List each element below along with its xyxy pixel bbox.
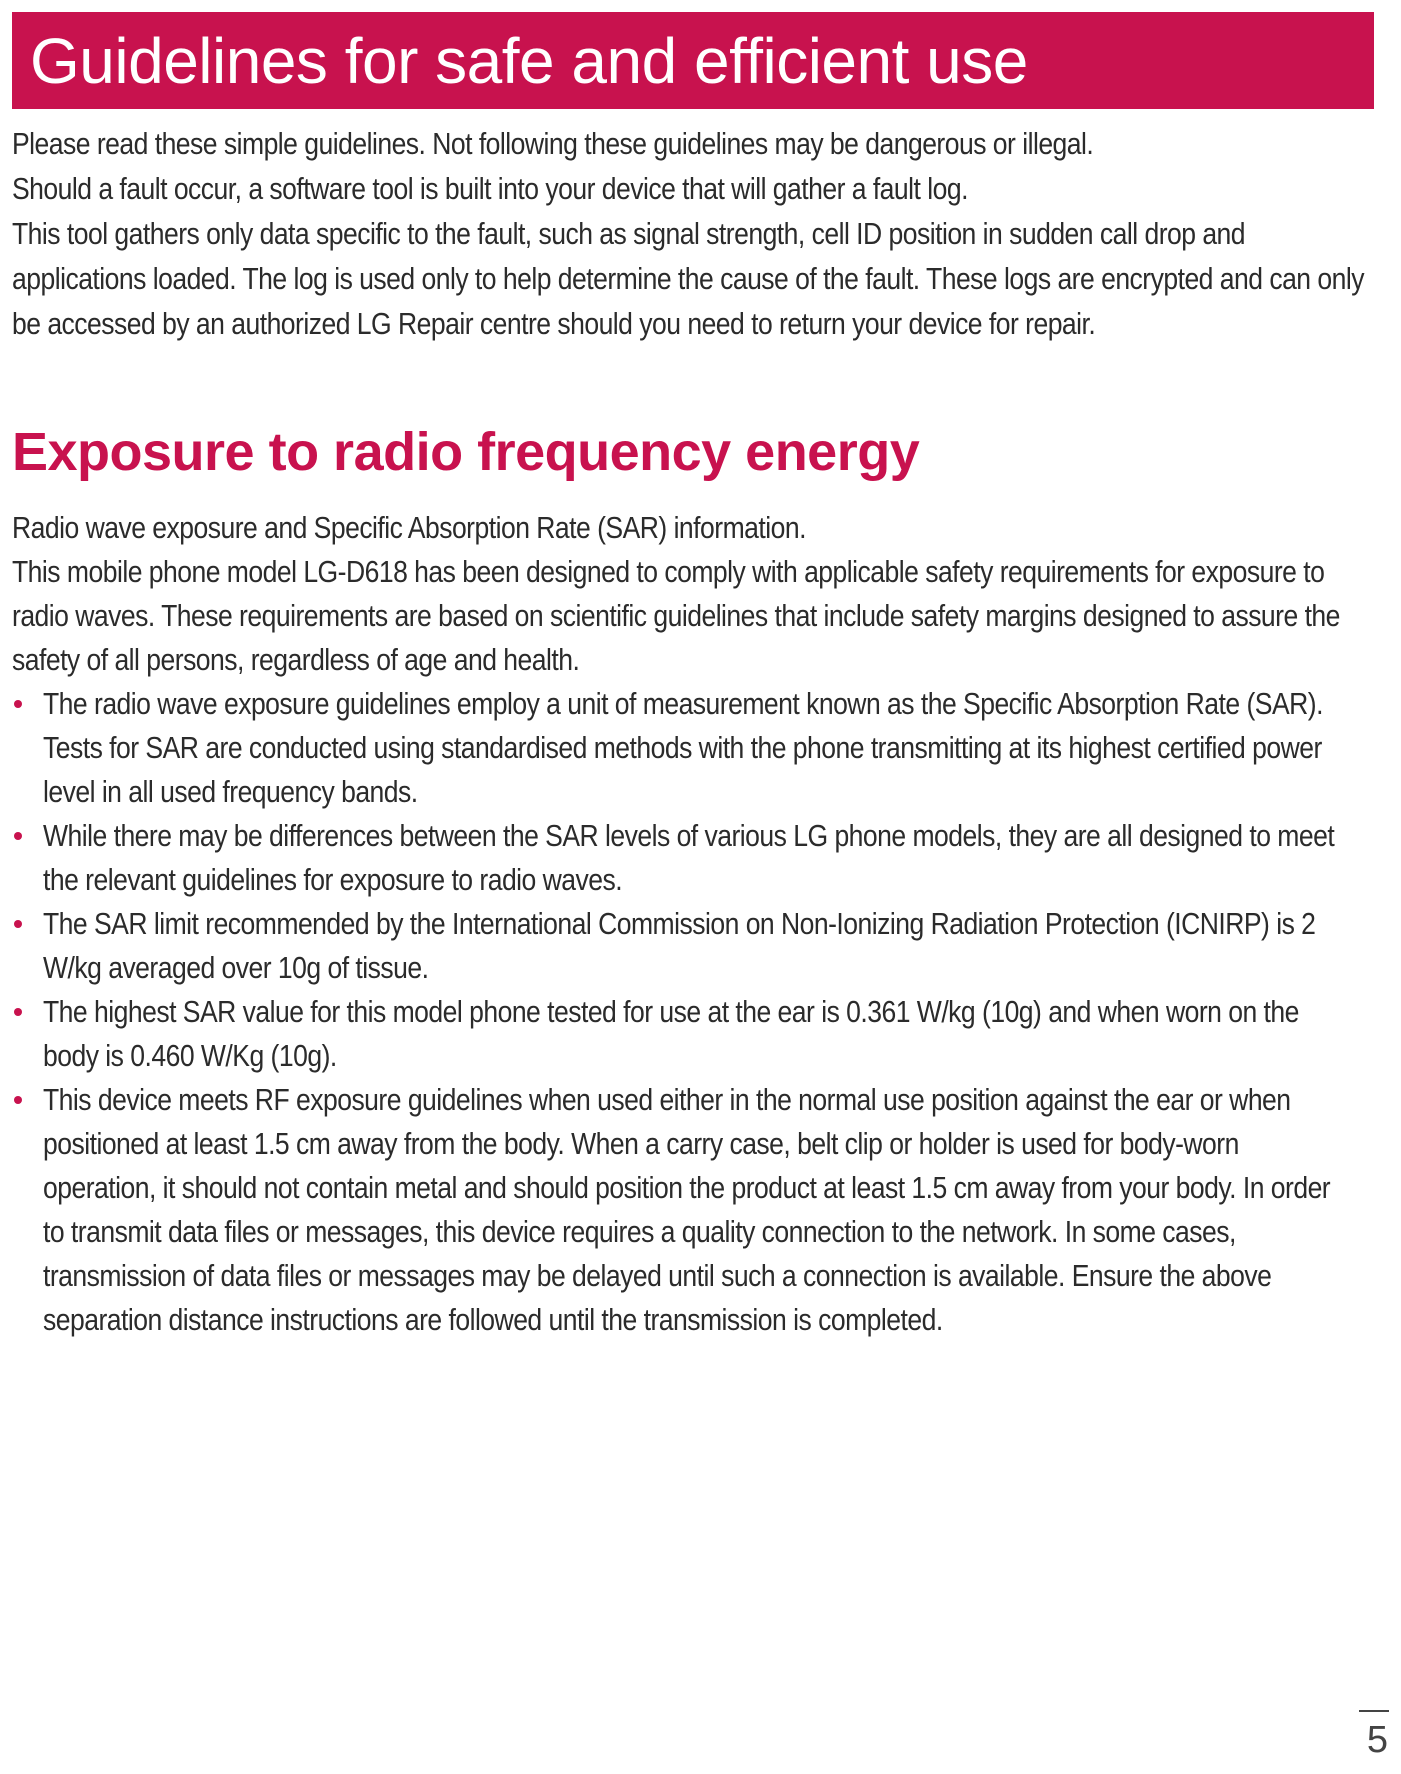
section-heading: Exposure to radio frequency energy [12, 422, 920, 482]
page-title: Guidelines for safe and efficient use [30, 24, 1028, 97]
intro-section [12, 122, 1372, 347]
bullet-text: The highest SAR value for this model phone tested for use at the ear is 0.361 W/kg (10g) and when worn on the body is 0.460 W/Kg (10g). [43, 995, 1299, 1073]
list-item [12, 990, 1372, 1078]
page-number: 5 [1366, 1719, 1388, 1761]
rf-paragraph: Radio wave exposure and Specific Absorption Rate (SAR) information. [12, 511, 806, 545]
bullet-text: This device meets RF exposure guidelines when used either in the normal use position against the ear or when positioned at least 1.5 cm away from the body. When a carry case, belt clip or holder is used for body-worn operation, it should not contain metal and should position the product at least 1.5 cm away from your body. In order to transmit data files or messages, this device requires a quality connection to the network. In some cases, transmission of data files or messages may be delayed until such a connection is available. Ensure the above separation distance instructions are followed until the transmission is completed. [43, 1083, 1331, 1337]
bullet-dot-icon [14, 832, 22, 840]
bullet-dot-icon [14, 1008, 22, 1016]
list-item [12, 682, 1372, 814]
page-title-bar [12, 12, 1374, 109]
page-number-rule [1359, 1710, 1389, 1712]
list-item [12, 814, 1372, 902]
bullet-text: The radio wave exposure guidelines employ a unit of measurement known as the Specific Absorption Rate (SAR). Tests for SAR are conducted using standardised methods with the phone transmitting at its highest certified power level in all used frequency bands. [43, 687, 1323, 809]
bullet-text: While there may be differences between the SAR levels of various LG phone models, they are all designed to meet the relevant guidelines for exposure to radio waves. [43, 819, 1335, 897]
bullet-dot-icon [14, 700, 22, 708]
bullet-dot-icon [14, 920, 22, 928]
intro-paragraph: This tool gathers only data specific to the fault, such as signal strength, cell ID position in sudden call drop and applications loaded. The log is used only to help determine the cause of the fault. These logs are encrypted and can only be accessed by an authorized LG Repair centre should you need to return your device for repair. [12, 217, 1364, 341]
rf-paragraph: This mobile phone model LG-D618 has been designed to comply with applicable safety requirements for exposure to radio waves. These requirements are based on scientific guidelines that include safety margins designed to assure the safety of all persons, regardless of age and health. [12, 555, 1340, 677]
rf-section [12, 506, 1372, 1342]
bullet-text: The SAR limit recommended by the International Commission on Non-Ionizing Radiation Protection (ICNIRP) is 2 W/kg averaged over 10g of tissue. [43, 907, 1316, 985]
intro-paragraph: Should a fault occur, a software tool is built into your device that will gather a fault log. [12, 172, 968, 206]
bullet-dot-icon [14, 1096, 22, 1104]
list-item [12, 902, 1372, 990]
intro-paragraph: Please read these simple guidelines. Not following these guidelines may be dangerous or illegal. [12, 127, 1094, 161]
sar-bullet-list [12, 682, 1372, 1342]
list-item [12, 1078, 1372, 1342]
